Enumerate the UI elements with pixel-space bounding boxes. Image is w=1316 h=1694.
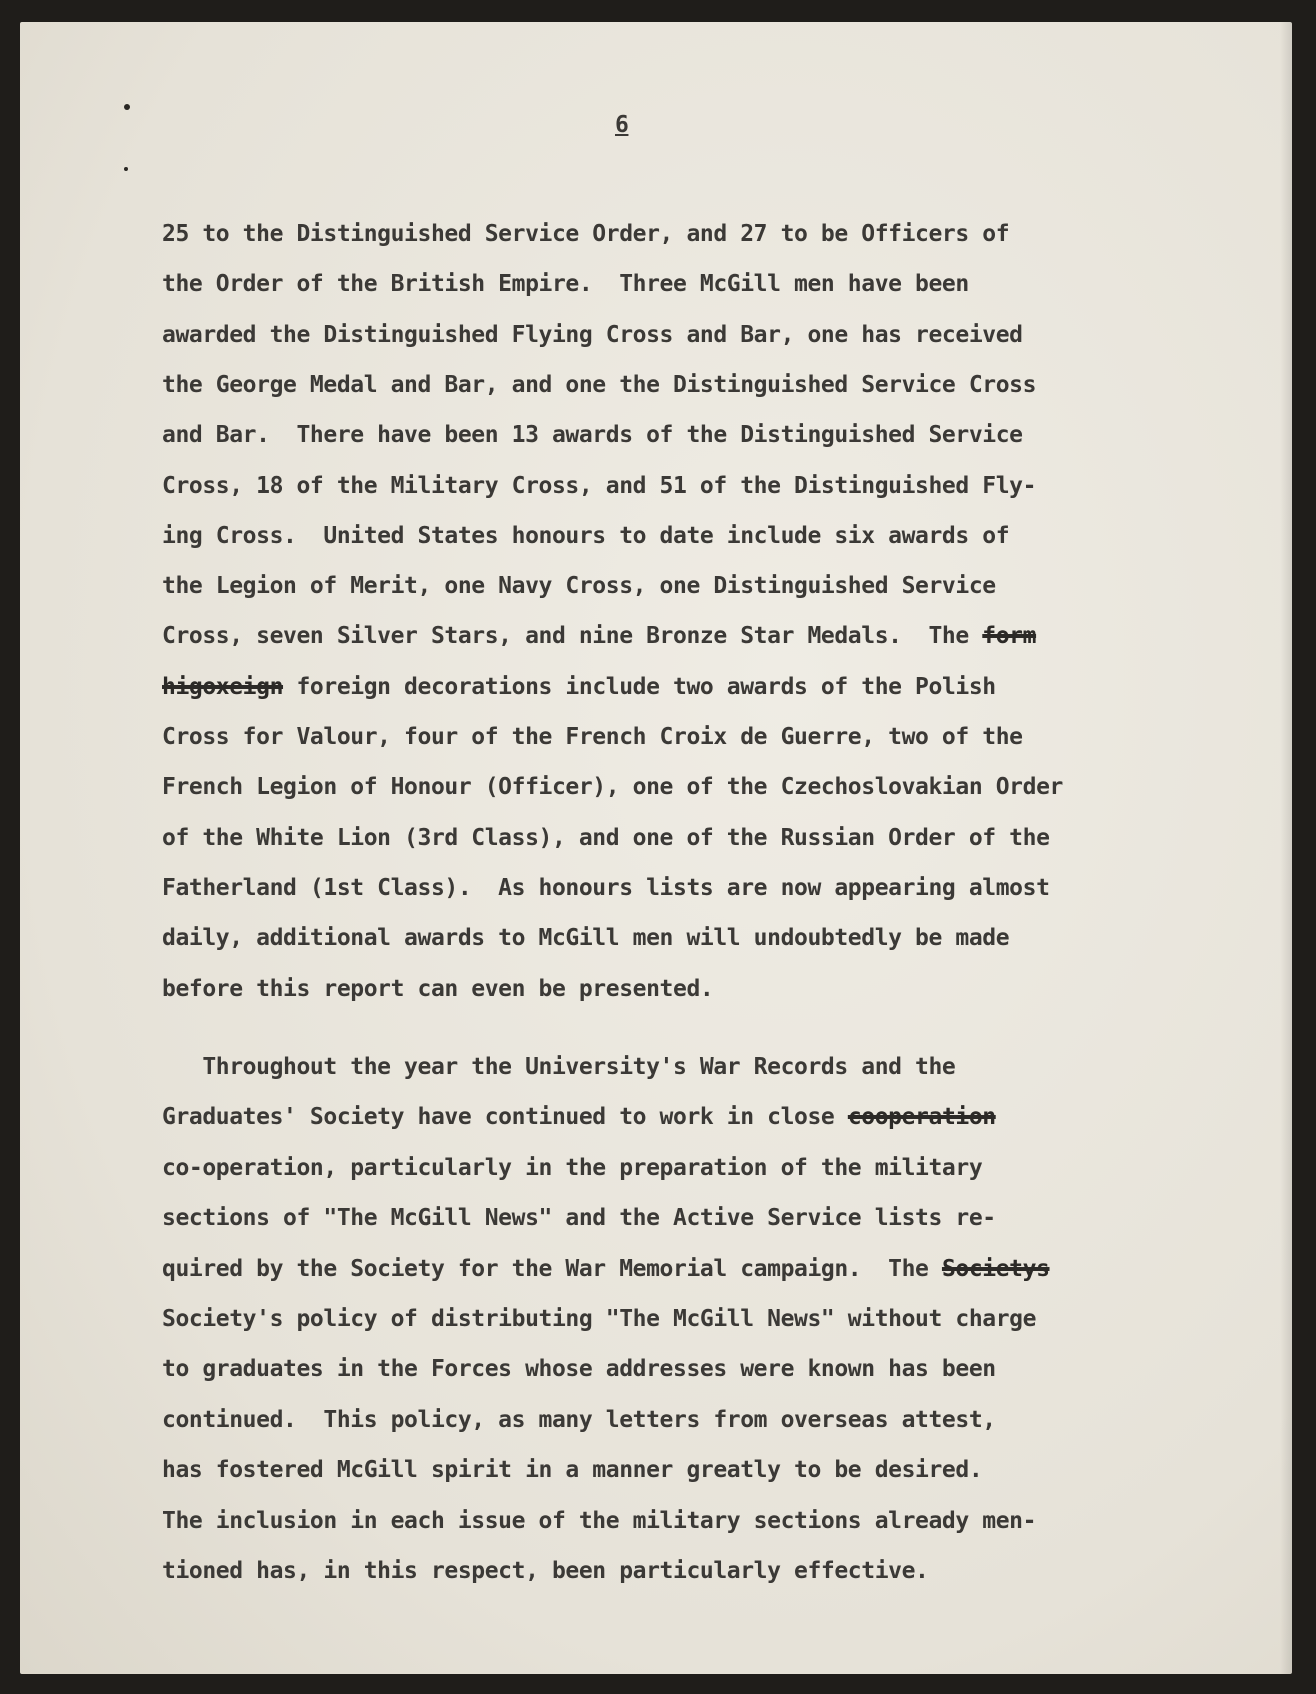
text-line: to graduates in the Forces whose addresses were known has been (162, 1356, 996, 1383)
text-line: co-operation, particularly in the preparation of the military (162, 1154, 983, 1181)
punch-mark (124, 104, 130, 110)
line-text: foreign decorations include two awards of the Polish (283, 673, 996, 700)
line-text: Graduates' Society have continued to work in close (162, 1104, 848, 1131)
text-line: 25 to the Distinguished Service Order, and 27 to be Officers of (162, 221, 1010, 247)
line-text: Cross, seven Silver Stars, and nine Bronze Star Medals. The (162, 623, 983, 650)
text-line (162, 623, 1036, 649)
text-line: continued. This policy, as many letters from overseas attest, (162, 1406, 996, 1433)
text-line: before this report can even be presented. (162, 975, 714, 1002)
text-line: of the White Lion (3rd Class), and one of the Russian Order of the (162, 824, 1050, 851)
text-line: ing Cross. United States honours to date include six awards of (162, 522, 1010, 549)
text-line: daily, additional awards to McGill men will undoubtedly be made (162, 925, 1010, 952)
text-line (162, 1256, 1050, 1282)
text-line: the Order of the British Empire. Three McGill men have been (162, 271, 969, 298)
text-line: Fatherland (1st Class). As honours lists are now appearing almost (162, 874, 1050, 901)
struck-out-word: form (982, 623, 1037, 650)
struck-out-word: cooperation (847, 1104, 996, 1131)
text-line: Society's policy of distributing "The McGill News" without charge (162, 1306, 1037, 1332)
page-number: 6 (615, 112, 629, 138)
page-edge-shadow (1280, 22, 1292, 1674)
text-line: has fostered McGill spirit in a manner greatly to be desired. (162, 1457, 983, 1484)
text-line: and Bar. There have been 13 awards of the Distinguished Service (162, 422, 1023, 449)
text-line: Throughout the year the University's War Records and the (162, 1054, 956, 1080)
punch-mark (124, 167, 128, 171)
text-line (162, 674, 996, 700)
text-line: Cross for Valour, four of the French Croix de Guerre, two of the (162, 724, 1023, 750)
text-line: French Legion of Honour (Officer), one of the Czechoslovakian Order (162, 774, 1063, 801)
text-line: the Legion of Merit, one Navy Cross, one Distinguished Service (162, 573, 996, 600)
struck-out-word: higoxeign (162, 673, 284, 700)
text-line: tioned has, in this respect, been particularly effective. (162, 1558, 929, 1584)
text-line: the George Medal and Bar, and one the Distinguished Service Cross (162, 371, 1037, 398)
struck-out-word: Societys (941, 1255, 1050, 1282)
text-line: The inclusion in each issue of the military sections already men- (162, 1507, 1037, 1534)
line-text: quired by the Society for the War Memorial campaign. The (162, 1255, 942, 1282)
text-line: sections of "The McGill News" and the Active Service lists re- (162, 1205, 996, 1232)
text-line: awarded the Distinguished Flying Cross and Bar, one has received (162, 321, 1023, 348)
text-line (162, 1104, 996, 1130)
text-line: Cross, 18 of the Military Cross, and 51 of the Distinguished Fly- (162, 472, 1037, 499)
